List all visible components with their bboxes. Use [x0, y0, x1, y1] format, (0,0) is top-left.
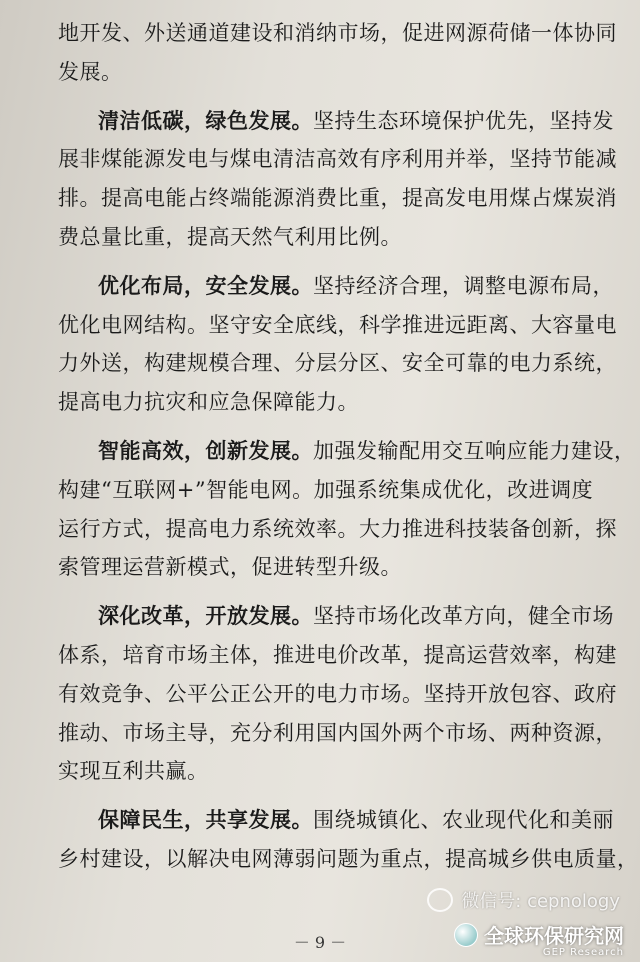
text-line	[58, 344, 617, 383]
text-line	[58, 548, 598, 587]
text-line	[58, 218, 598, 257]
paragraph	[58, 267, 617, 422]
line-text: 坚持市场化改革方向，健全市场	[313, 604, 614, 629]
paragraph-lead: 深化改革，开放发展。	[98, 603, 313, 629]
line-text: 乡村建设，以解决电网薄弱问题为重点，提高城乡供电质量，	[58, 846, 639, 871]
line-text: 围绕城镇化、农业现代化和美丽	[313, 808, 614, 833]
line-text: 索管理运营新模式，促进转型升级。	[58, 555, 402, 580]
line-text: 费总量比重，提高天然气利用比例。	[58, 224, 402, 249]
page-number: － 9 －	[293, 933, 347, 952]
text-line	[58, 14, 617, 53]
text-line	[58, 471, 598, 510]
text-line	[58, 53, 598, 92]
text-line	[58, 179, 617, 218]
paragraph	[58, 14, 617, 92]
gep-logo-watermark	[454, 920, 624, 958]
line-text: 加强发输配用交互响应能力建设，	[313, 438, 636, 463]
wechat-id-text: 微信号: cepnology	[461, 891, 620, 912]
line-text: 优化电网结构。坚守安全底线，科学推进远距离、大容量电	[58, 312, 617, 337]
line-text: 展非煤能源发电与煤电清洁高效有序利用并举，坚持节能减	[58, 147, 617, 172]
text-line	[58, 510, 617, 549]
line-text: 构建“互联网+”智能电网。加强系统集成优化，改进调度	[58, 477, 594, 502]
text-line	[58, 383, 598, 422]
wechat-watermark	[427, 887, 620, 913]
line-text: 实现互利共赢。	[58, 759, 209, 784]
line-text: 坚持生态环境保护优先，坚持发	[313, 108, 614, 133]
line-text: 推动、市场主导，充分利用国内国外两个市场、两种资源，	[58, 720, 617, 745]
text-line	[58, 752, 598, 791]
logo-text: 全球环保研究网	[484, 924, 624, 948]
logo-subtext: GEP Research	[542, 947, 624, 958]
globe-icon	[454, 923, 478, 947]
text-line	[58, 432, 636, 471]
text-line	[58, 267, 614, 306]
text-line	[58, 840, 639, 879]
text-line	[58, 801, 614, 840]
line-text: 力外送，构建规模合理、分层分区、安全可靠的电力系统，	[58, 351, 617, 376]
line-text: 有效竞争、公平公正公开的电力市场。坚持开放包容、政府	[58, 681, 617, 706]
paragraph	[58, 102, 617, 257]
paragraph-lead: 智能高效，创新发展。	[98, 437, 313, 463]
line-text: 坚持经济合理，调整电源布局，	[313, 273, 614, 298]
paragraph	[58, 597, 617, 791]
paragraph-lead: 保障民生，共享发展。	[98, 807, 313, 833]
text-line	[58, 597, 614, 636]
paragraph-lead: 优化布局，安全发展。	[98, 272, 313, 298]
paragraph-lead: 清洁低碳，绿色发展。	[98, 107, 313, 133]
line-text: 发展。	[58, 59, 123, 84]
wechat-icon	[427, 888, 453, 912]
text-line	[58, 714, 617, 753]
paragraph	[58, 432, 636, 587]
line-text: 提高电力抗灾和应急保障能力。	[58, 390, 359, 415]
text-line	[58, 140, 617, 179]
text-line	[58, 636, 617, 675]
text-line	[58, 675, 617, 714]
text-line	[58, 306, 617, 345]
body-text	[58, 14, 639, 879]
line-text: 地开发、外送通道建设和消纳市场，促进网源荷储一体协同	[58, 21, 617, 45]
line-text: 排。提高电能占终端能源消费比重，提高发电用煤占煤炭消	[58, 186, 617, 211]
text-line	[58, 102, 614, 141]
line-text: 运行方式，提高电力系统效率。大力推进科技装备创新，探	[58, 516, 617, 541]
paragraph	[58, 801, 639, 879]
line-text: 体系，培育市场主体，推进电价改革，提高运营效率，构建	[58, 642, 617, 667]
